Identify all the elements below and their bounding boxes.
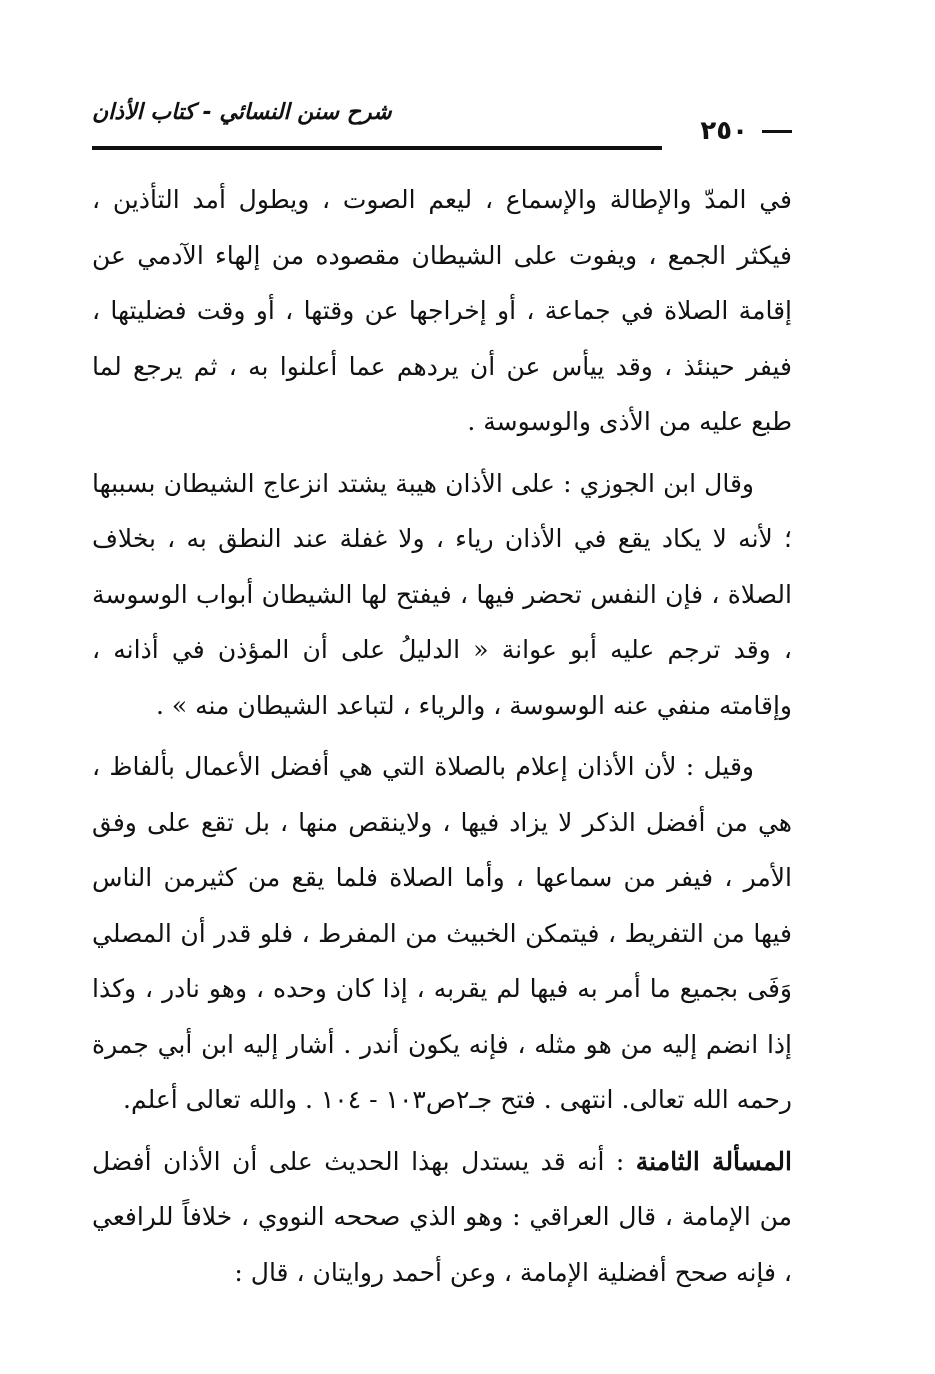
- paragraph-2: [92, 456, 792, 734]
- section-heading: المسألة الثامنة: [635, 1146, 792, 1176]
- header-rule: [92, 146, 662, 150]
- paragraph-3: [92, 739, 792, 1128]
- paragraph-text: وقال ابن الجوزي : على الأذان هيبة يشتد انزعاج الشيطان بسببها ؛ لأنه لا يكاد يقع في الأذان رياء ، ولا غفلة عند النطق به ، بخلاف الصلاة ، فإن النفس تحضر فيها ، فيفتح لها الشيطان أبواب الوسوسة ، وقد ترجم عليه أبو عوانة « الدليلُ على أن المؤذن في أذانه ، وإقامته منفي عنه الوسوسة ، والرياء ، لتباعد الشيطان منه » .: [92, 468, 792, 720]
- paragraph-text: في المدّ والإطالة والإسماع ، ليعم الصوت ، ويطول أمد التأذين ، فيكثر الجمع ، ويفوت على الشيطان مقصوده من إلهاء الآدمي عن إقامة الصلاة في جماعة ، أو إخراجها عن وقتها ، أو وقت فضليتها ، فيفر حينئذ ، وقد ييأس عن أن يردهم عما أعلنوا به ، ثم يرجع لما طبع عليه من الأذى والوسوسة .: [92, 185, 792, 436]
- paragraph-text: : أنه قد يستدل بهذا الحديث على أن الأذان أفضل من الإمامة ، قال العراقي : وهو الذي صححه النووي ، خلافاً للرافعي ، فإنه صحح أفضلية الإمامة ، وعن أحمد روايتان ، قال :: [92, 1146, 792, 1287]
- paragraph-1: [92, 172, 792, 450]
- paragraph-4: [92, 1134, 792, 1301]
- paragraph-text: وقيل : لأن الأذان إعلام بالصلاة التي هي أفضل الأعمال بألفاظ ، هي من أفضل الذكر لا يزاد فيها ، ولاينقص منها ، بل تقع على وفق الأمر ، فيفر من سماعها ، وأما الصلاة فلما يقع من كثيرمن الناس فيها من التفريط ، فيتمكن الخبيث من المفرط ، فلو قدر أن المصلي وَفَى بجميع ما أمر به فيها لم يقربه ، إذا كان وحده ، وهو نادر ، وكذا إذا انضم إليه من هو مثله ، فإنه يكون أندر . أشار إليه ابن أبي جمرة رحمه الله تعالى. انتهى . فتح جـ٢ص١٠٣ - ١٠٤ . والله تعالى أعلم.: [92, 752, 792, 1114]
- body-text: [92, 172, 792, 1300]
- running-title: شرح سنن النسائي - كتاب الأذان: [92, 100, 392, 125]
- page-number: ٢٥٠: [700, 116, 792, 146]
- page-header: [92, 100, 792, 150]
